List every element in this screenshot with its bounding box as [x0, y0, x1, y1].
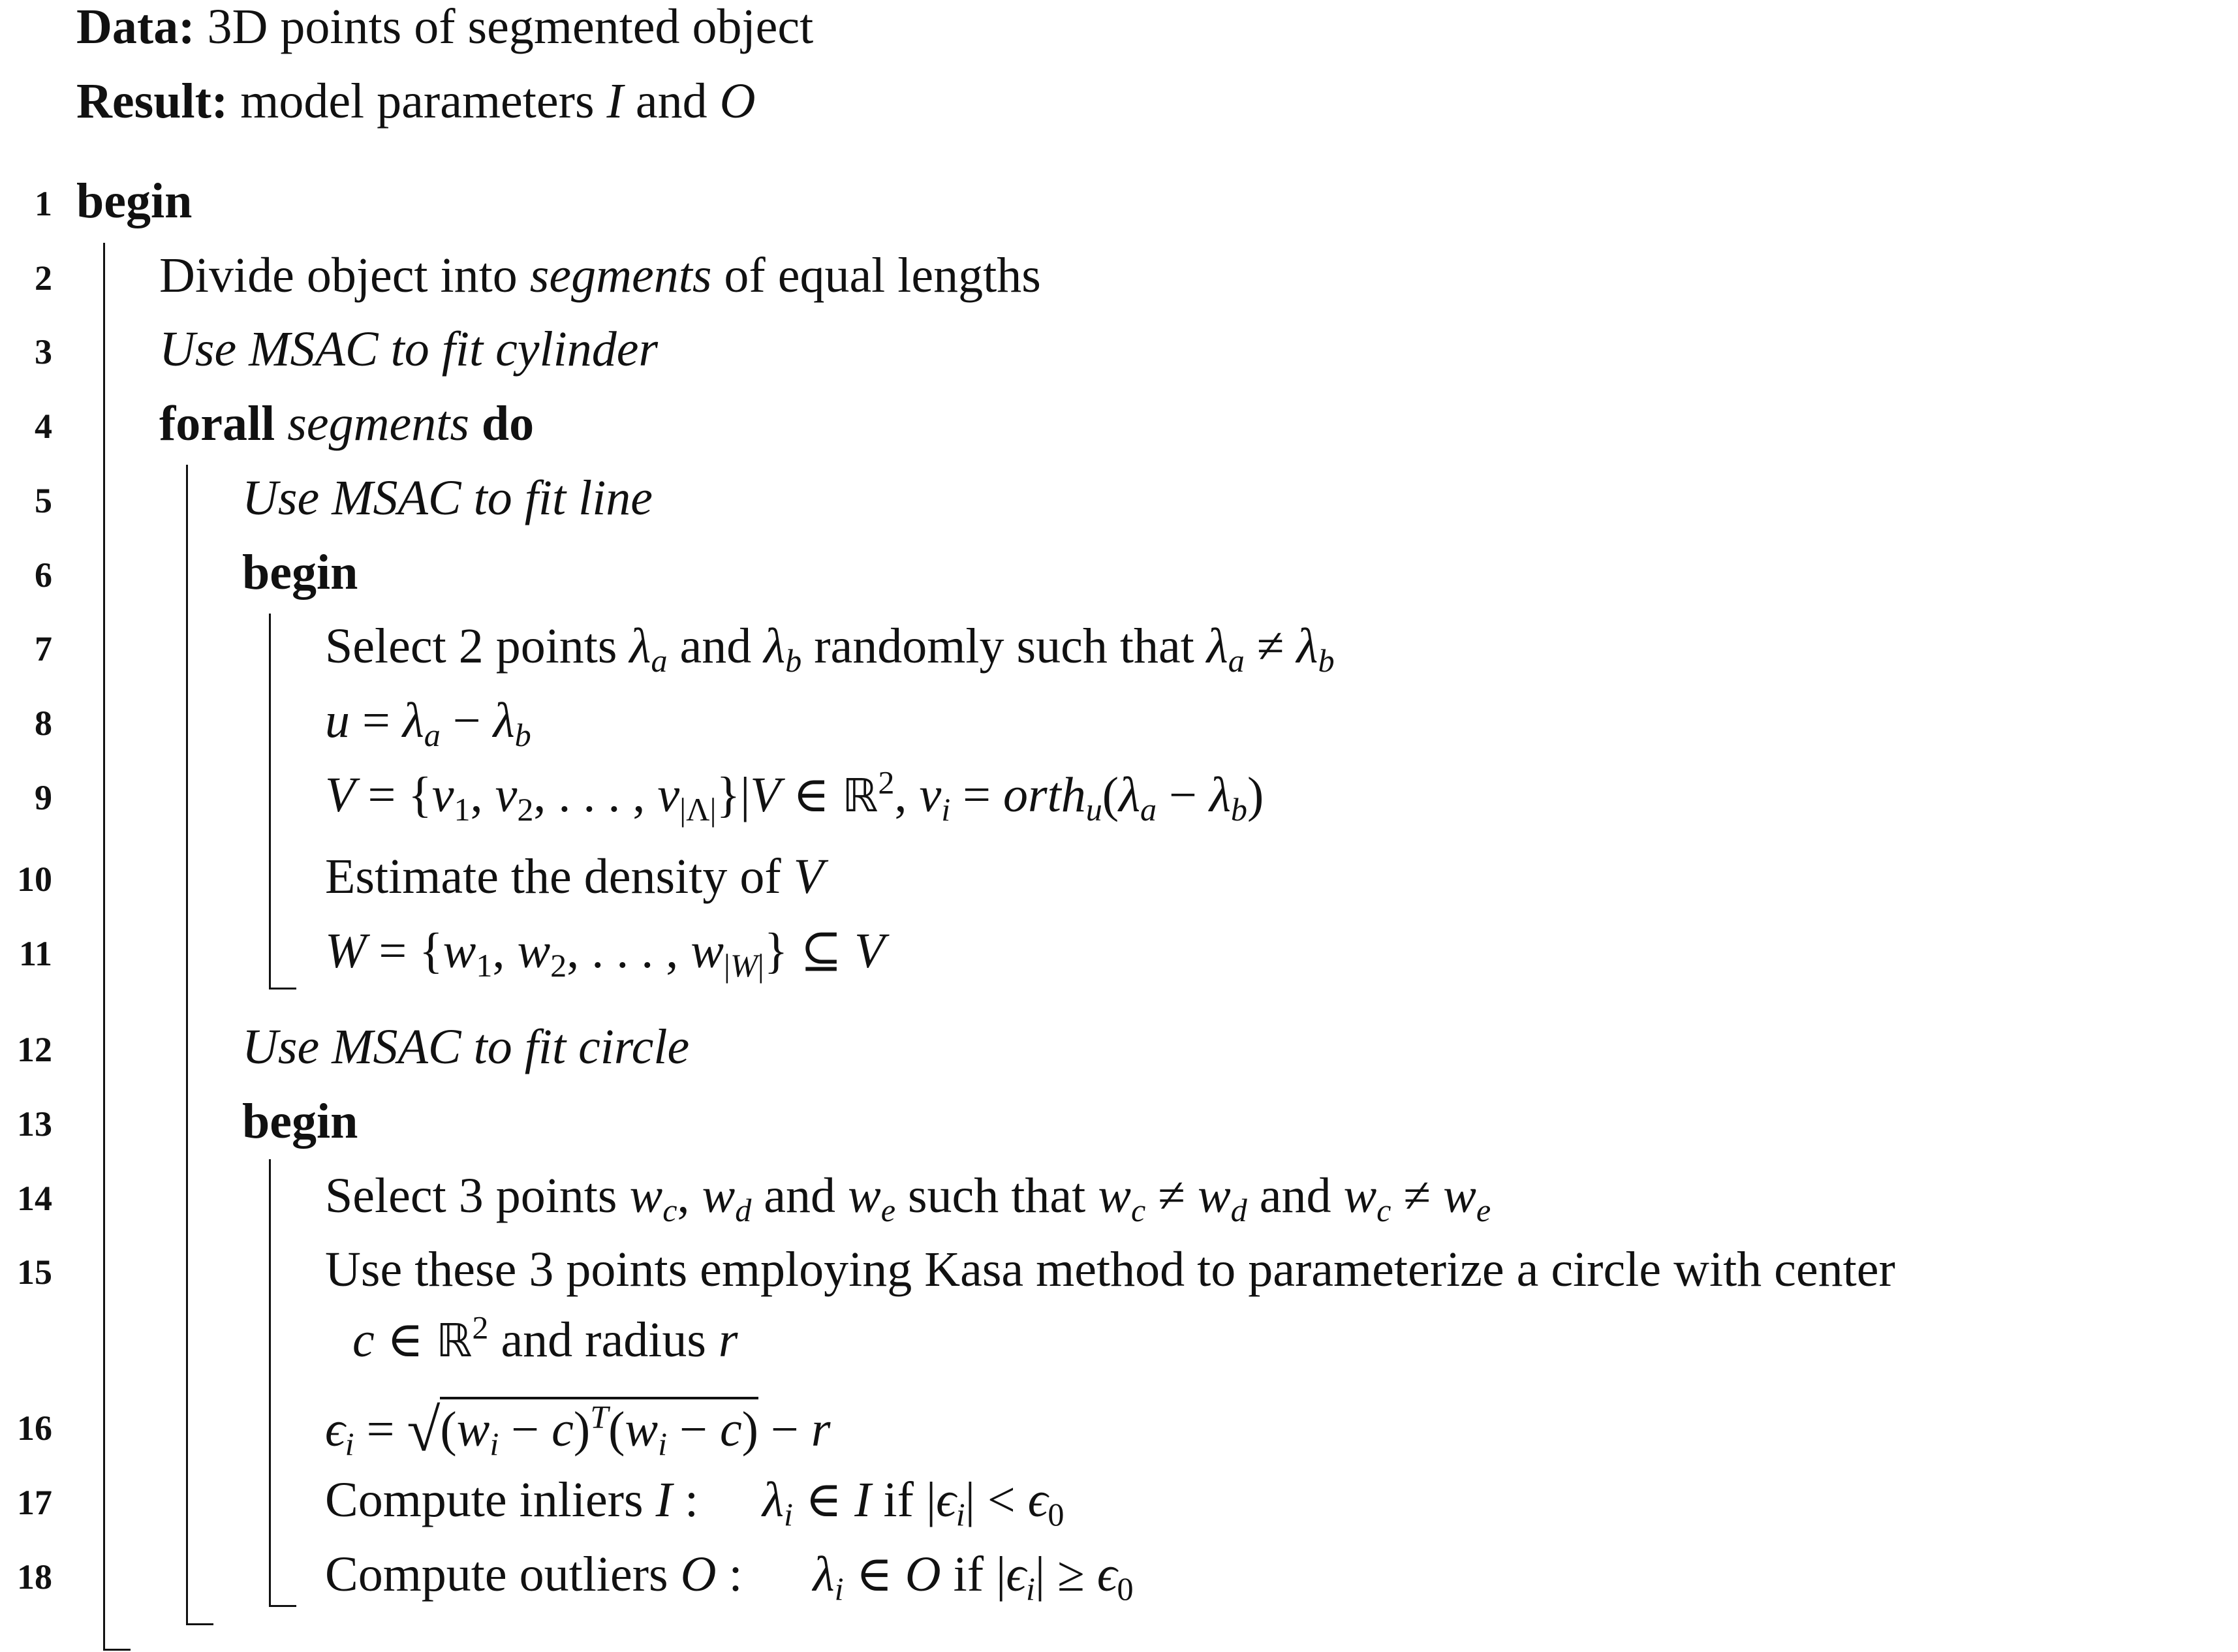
line-number-14: 14 [17, 1179, 52, 1218]
algo-line-8 [325, 693, 531, 754]
line-number-4: 4 [35, 407, 52, 446]
line-number-13: 13 [17, 1104, 52, 1144]
line-number-16: 16 [17, 1409, 52, 1448]
line-7-and: and [679, 619, 752, 674]
math-lambda-neq: $\lambda_a \ne \lambda_b$ [1206, 619, 1335, 679]
begin-keyword: begin [242, 545, 358, 600]
line-2-segments: segments [529, 248, 712, 303]
forall-keyword: forall [159, 396, 275, 451]
result-label: Result: [76, 74, 228, 129]
line-14-and-2: and [1259, 1168, 1331, 1223]
algo-line-2 [159, 248, 1041, 303]
forall-block-end [186, 1623, 213, 1625]
algo-line-11 [325, 924, 885, 984]
result-line [76, 74, 756, 129]
algo-line-16 [325, 1397, 831, 1464]
data-line [76, 2, 813, 52]
line-number-3: 3 [35, 332, 52, 371]
line-number-15: 15 [17, 1253, 52, 1292]
line-10-text: Estimate the density of [325, 849, 781, 904]
line-7-text-mid: randomly such that [814, 619, 1194, 674]
math-lambda-in-o: $\lambda_i$ ∈ O [813, 1547, 941, 1608]
line-number-12: 12 [17, 1030, 52, 1069]
line-15-cont-text: and radius [501, 1313, 706, 1367]
algo-line-17 [325, 1473, 1065, 1533]
math-inlier-cond: $|\epsilon_i| < \epsilon_0$ [925, 1473, 1065, 1533]
line-number-5: 5 [35, 481, 52, 520]
line-fit-block-end [269, 988, 296, 990]
line-18-text: Compute outliers [325, 1547, 668, 1602]
math-wc-wd: $w_c$, $w_d$ [629, 1168, 752, 1229]
line-number-11: 11 [18, 934, 52, 973]
outer-block-end [103, 1649, 131, 1651]
math-lambda-in-i: $\lambda_i$ ∈ I [762, 1473, 871, 1533]
line-number-8: 8 [35, 704, 52, 743]
math-lambda-b: $\lambda_b$ [764, 619, 802, 679]
algo-line-10 [325, 849, 824, 904]
math-v-def: $V = \{v_1$, $v_2$, . . . , $v_{|\Lambda|}\}|V$ ∈ ℝ$^2$, $v_i$ = $orth_u(\lambda_a - \lambda_b)$ [325, 764, 1264, 828]
line-number-18: 18 [17, 1557, 52, 1597]
line-number-7: 7 [35, 629, 52, 668]
algo-line-7 [325, 619, 1335, 679]
data-label: Data: [76, 0, 195, 54]
math-we: $w_e$ [848, 1168, 895, 1229]
algo-line-15: Use these 3 points employing Kasa method to parameterize a circle with center [325, 1242, 1895, 1297]
line-18-if: if [953, 1547, 984, 1602]
line-14-and: and [764, 1168, 835, 1223]
math-o: O [680, 1547, 717, 1602]
circle-fit-block-bar [269, 1159, 271, 1607]
data-text: 3D points of segmented object [207, 0, 814, 54]
math-r: r [718, 1313, 738, 1367]
math-w-def: $W = \{w_1$, $w_2$, . . . , $w_{|W|}$} ⊆ V [325, 924, 885, 984]
algo-line-4 [159, 396, 535, 451]
do-keyword: do [481, 396, 535, 451]
line-14-text: Select 3 points [325, 1168, 617, 1223]
circle-fit-block-end [269, 1605, 296, 1607]
line-17-if: if [883, 1473, 914, 1527]
line-7-text: Select 2 points [325, 619, 617, 674]
line-2-text: Divide object into [159, 248, 518, 303]
math-i: I [655, 1473, 672, 1527]
result-var-o: O [719, 74, 756, 129]
forall-variable: segments [287, 396, 469, 451]
algo-line-12: Use MSAC to fit circle [242, 1020, 690, 1074]
math-wc-neq-wd: $w_c \ne w_d$ [1098, 1168, 1247, 1229]
result-var-i: I [606, 74, 623, 129]
line-number-1: 1 [35, 184, 52, 223]
forall-block-bar [186, 465, 188, 1625]
algo-line-15-cont [352, 1309, 738, 1367]
line-number-17: 17 [17, 1483, 52, 1522]
line-14-text-mid: such that [907, 1168, 1086, 1223]
line-fit-block-bar [269, 614, 271, 990]
algo-line-13 [242, 1094, 358, 1149]
line-number-6: 6 [35, 555, 52, 595]
line-17-colon: : [684, 1473, 699, 1527]
math-u-def: $u = \lambda_a - \lambda_b$ [325, 693, 531, 754]
line-number-10: 10 [17, 860, 52, 899]
math-c-in-r2: c ∈ ℝ$^2$ [352, 1309, 489, 1367]
math-lambda-a: $\lambda_a$ [629, 619, 668, 679]
algo-line-6 [242, 545, 358, 600]
line-10-var: V [793, 849, 824, 904]
math-wc-neq-we: $w_c \ne w_e$ [1343, 1168, 1491, 1229]
algo-line-1 [76, 176, 192, 226]
outer-block-bar [103, 243, 105, 1651]
result-text: model parameters [240, 74, 595, 129]
algo-line-14 [325, 1168, 1491, 1229]
algo-line-5: Use MSAC to fit line [242, 471, 653, 525]
math-epsilon-def: $\epsilon_i = √(w_i - c)^T(w_i - c) - r$ [325, 1397, 831, 1464]
line-number-9: 9 [35, 778, 52, 817]
algo-line-18 [325, 1547, 1134, 1608]
result-and: and [635, 74, 707, 129]
algo-line-9 [325, 764, 1264, 828]
math-outlier-cond: $|\epsilon_i| \ge \epsilon_0$ [996, 1547, 1134, 1608]
begin-keyword: begin [242, 1094, 358, 1149]
line-number-2: 2 [35, 258, 52, 298]
begin-keyword: begin [76, 174, 193, 228]
line-18-colon: : [728, 1547, 743, 1602]
line-17-text: Compute inliers [325, 1473, 644, 1527]
algo-line-3: Use MSAC to fit cylinder [159, 322, 659, 377]
line-2-text-end: of equal lengths [724, 248, 1041, 303]
